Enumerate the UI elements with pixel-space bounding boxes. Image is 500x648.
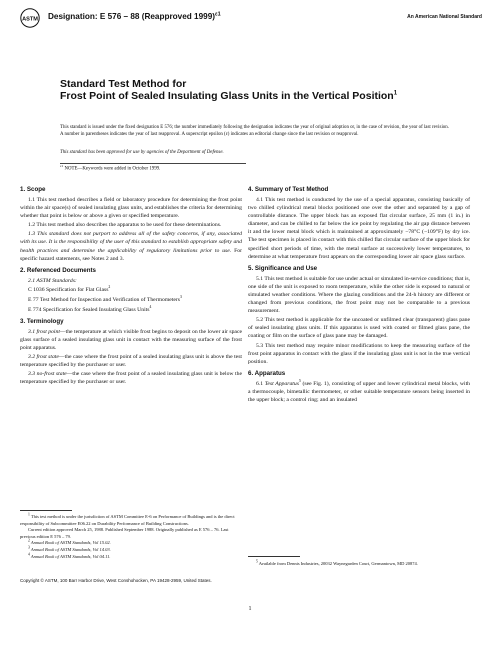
footnote-3: $^3$ Annual Book of ASTM Standards, Vol 14.03.: [28, 545, 111, 552]
paragraph-1-2: 1.2 This test method also describes the apparatus to be used for these determinations.: [28, 222, 222, 229]
left-column: [20, 182, 242, 387]
reference-c1036: C 1036 Specification for Flat Glass$^2$: [28, 285, 111, 294]
epsilon-note: $^{\varepsilon 1}$ NOTE—Keywords were added in October 1999.: [60, 164, 161, 172]
logo-text: ASTM: [22, 16, 38, 23]
footnote-divider-left: [20, 510, 72, 511]
footnote-2: $^2$ Annual Book of ASTM Standards, Vol 15.02.: [28, 538, 111, 546]
footnotes-right: [248, 561, 470, 568]
footnote-4: $^4$ Annual Book of ASTM Standards, Vol 04.11.: [28, 552, 111, 559]
reference-e774: E 774 Specification for Sealed Insulating Glass Units$^4$: [28, 304, 152, 313]
definition-frost-state: 3.2 frost state—the case where the frost point of a sealed insulating glass unit is above the test temperature specified by the purchaser or user.: [20, 353, 242, 368]
footnote-1-edition: Current edition approved March 25, 1988. Published September 1988. Originally published as E 576 – 76. Last previous edition E 576 – 79.: [20, 527, 229, 539]
footnotes-left: [20, 514, 242, 560]
american-national-standard-label: An American National Standard: [407, 14, 482, 20]
designation: Designation: E 576 – 88 (Reapproved 1999)$^{\varepsilon 1}$: [48, 11, 221, 21]
definition-no-frost-state: 3.3 no-frost state—the case where the frost point of a sealed insulating glass unit is below the temperature specified by the purchaser or user.: [20, 371, 243, 386]
paragraph-1-3: 1.3 This standard does not purport to address all of the safety concerns, if any, associated with its use. It is the responsibility of the user of this standard to establish appropriate safety and health practices and determine the applicability of regulatory limitations prior to use. For specific hazard statements, see Notes 2 and 3.: [20, 231, 242, 262]
section-heading-terminology: 3. Terminology: [20, 317, 64, 325]
section-heading-summary: 4. Summary of Test Method: [248, 186, 329, 193]
issue-note: This standard is issued under the fixed designation E 576; the number immediately following the designation indicates the year of original adoption or, in the case of revision, the year of last revision. A number in parentheses indicates the year of last reapproval. A superscript epsilon (ε) indicates an editorial change since the last revision or reapproval.: [60, 125, 449, 137]
paragraph-1-1: 1.1 This test method describes a field or laboratory procedure for determining the frost point within the air space(s) of sealed insulating glass units, and establishes the criteria for determining whether that point is below or above a given or specified temperature.: [20, 197, 242, 220]
astm-standards-label: 2.1 ASTM Standards:: [28, 277, 77, 284]
page-header: [20, 8, 482, 32]
footnote-divider-right: [248, 556, 300, 557]
paragraph-5-3: 5.3 This test method may require minor modifications to keep the measuring surface of the frost point apparatus in contact with the glass if the insulating glass unit is not in the true vertical position.: [248, 342, 470, 365]
approved-note: This standard has been approved for use by agencies of the Department of Defense.: [60, 150, 224, 155]
footnote-5: $^5$ Available from Dennis Industries, 20032 Waynegarden Court, Germantown, MD 20874.: [256, 559, 418, 566]
paragraph-4-1: 4.1 This test method is conducted by the use of a special apparatus, consisting basically of two chilled cylindrical metal blocks positioned one over the other and separated by a gap of controllable distance. The upper block has an exposed flat circular surface, 25 mm (1 in.) in diameter, and can be chilled to far below the ice point by regulating the air gap distance between it and the lower metal block which is maintained at approximately −78°C (−109°F) by dry ice. The test specimen is placed in contact with this chilled flat circular surface of the upper block for specified short periods of time, with the metal surface at successively lower temperatures, to determine at what temperature frost appears on the corresponding lower air space glass surface.: [248, 197, 470, 260]
section-heading-scope: 1. Scope: [20, 186, 46, 193]
astm-logo-icon: [20, 8, 40, 28]
section-heading-referenced-documents: 2. Referenced Documents: [20, 266, 96, 274]
title-line-2: Frost Point of Sealed Insulating Glass Units in the Vertical Position$^1$: [60, 90, 398, 102]
section-heading-significance: 5. Significance and Use: [248, 264, 318, 272]
paragraph-5-2: 5.2 This test method is applicable for the uncoated or unfilmed clear (transparent) glass pane of sealed insulating glass units. If this apparatus is used with coated or filmed glass pane, the coating or film on the surface of glass pane may be damaged.: [248, 317, 470, 340]
divider: [60, 163, 246, 164]
document-title: [60, 78, 450, 102]
definition-frost-point: 3.1 frost point—the temperature at which visible frost begins to deposit on the lower air space glass surface of a sealed insulating glass unit in contact with the measuring surface of the frost point apparatus.: [20, 328, 242, 351]
page-number: 1: [248, 606, 252, 612]
section-heading-apparatus: 6. Apparatus: [248, 369, 286, 377]
copyright-notice: Copyright © ASTM, 100 Barr Harbor Drive, West Conshohocken, PA 19428-2959, United States.: [20, 578, 212, 583]
title-line-1: Standard Test Method for: [60, 78, 187, 90]
reference-e77: E 77 Test Method for Inspection and Verification of Thermometers$^3$: [28, 295, 182, 303]
right-column: [248, 182, 470, 405]
footnote-1: $^1$ This test method is under the jurisdiction of ASTM Committee E-6 on Performance of Buildings and is the direct responsibility of Subcommittee E06.22 on Durability Performance of Building Constructions.: [20, 512, 235, 526]
paragraph-5-1: 5.1 This test method is suitable for use under actual or simulated in-service conditions; that is, one side of the unit is exposed to room temperature, while the other side is exposed to natural or simulated weather conditions. Where the glazing conditions and the 24-h history are different or changed from previous conditions, the frost point may not be comparable to a previous measurement.: [248, 275, 470, 315]
paragraph-6-1: 6.1 Test Apparatus$^5$ (see Fig. 1), consisting of upper and lower cylindrical metal blocks, with a thermocouple, bimetallic thermometer, or other suitable temperature sensors being inserted in the upper block; a control ring; and an insulated: [248, 378, 470, 403]
